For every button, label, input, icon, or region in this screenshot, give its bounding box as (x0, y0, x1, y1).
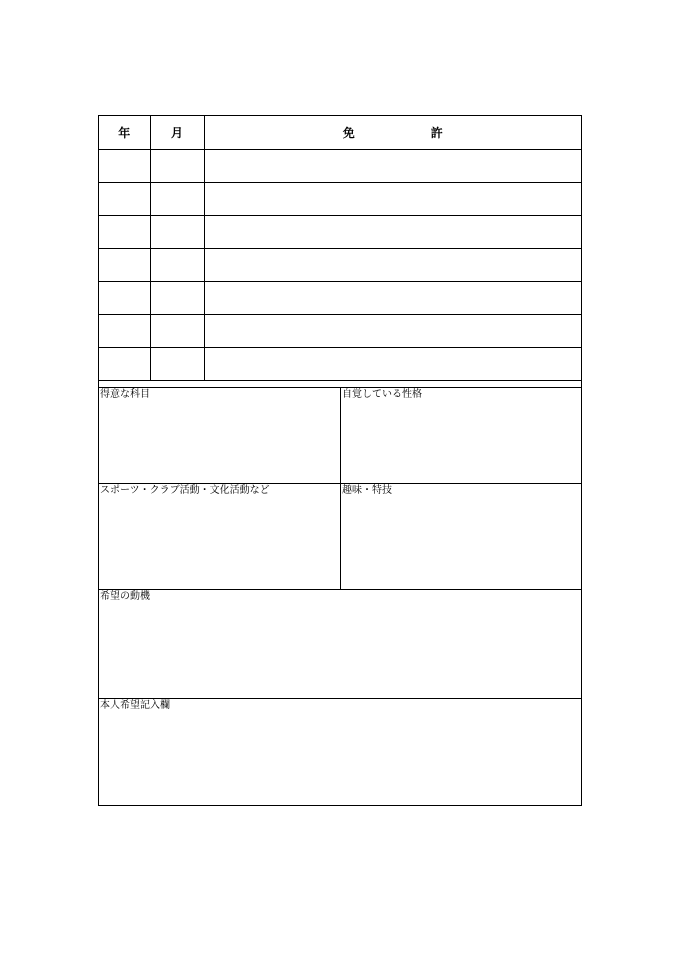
year-cell[interactable] (99, 347, 150, 380)
table-row (99, 149, 581, 182)
motivation-label: 希望の動機 (100, 591, 150, 602)
month-header: 月 (150, 116, 204, 149)
month-cell[interactable] (150, 215, 204, 248)
license-cell[interactable] (204, 314, 581, 347)
month-cell[interactable] (150, 149, 204, 182)
license-cell[interactable] (204, 281, 581, 314)
year-cell[interactable] (99, 215, 150, 248)
motivation-box[interactable] (99, 589, 581, 698)
personal-requests-box[interactable] (99, 698, 581, 805)
strong-subjects-label: 得意な科目 (100, 389, 150, 400)
license-cell[interactable] (204, 149, 581, 182)
strong-subjects-box[interactable] (99, 387, 341, 483)
month-cell[interactable] (150, 248, 204, 281)
personal-requests-label: 本人希望記入欄 (100, 700, 170, 711)
table-row (99, 248, 581, 281)
year-cell[interactable] (99, 248, 150, 281)
license-table (99, 116, 581, 381)
table-row (99, 281, 581, 314)
year-cell[interactable] (99, 149, 150, 182)
license-table-header (99, 116, 581, 149)
month-cell[interactable] (150, 314, 204, 347)
hobbies-skills-box[interactable] (341, 483, 581, 589)
license-cell[interactable] (204, 215, 581, 248)
personality-box[interactable] (341, 387, 581, 483)
table-row (99, 314, 581, 347)
hobbies-skills-label: 趣味・特技 (342, 485, 392, 496)
license-cell[interactable] (204, 182, 581, 215)
year-cell[interactable] (99, 182, 150, 215)
year-cell[interactable] (99, 314, 150, 347)
sports-culture-label: スポーツ・クラブ活動・文化活動など (100, 485, 270, 496)
month-cell[interactable] (150, 182, 204, 215)
license-cell[interactable] (204, 248, 581, 281)
month-cell[interactable] (150, 281, 204, 314)
license-header-char-2: 許 (430, 125, 443, 140)
table-row (99, 182, 581, 215)
license-header-char-1: 免 (342, 125, 355, 140)
license-cell[interactable] (204, 347, 581, 380)
license-header (204, 116, 581, 149)
resume-form-page (98, 115, 582, 806)
personality-label: 自覚している性格 (342, 389, 422, 400)
year-header: 年 (99, 116, 150, 149)
table-row (99, 215, 581, 248)
year-cell[interactable] (99, 281, 150, 314)
month-cell[interactable] (150, 347, 204, 380)
table-row (99, 347, 581, 380)
sports-culture-box[interactable] (99, 483, 341, 589)
